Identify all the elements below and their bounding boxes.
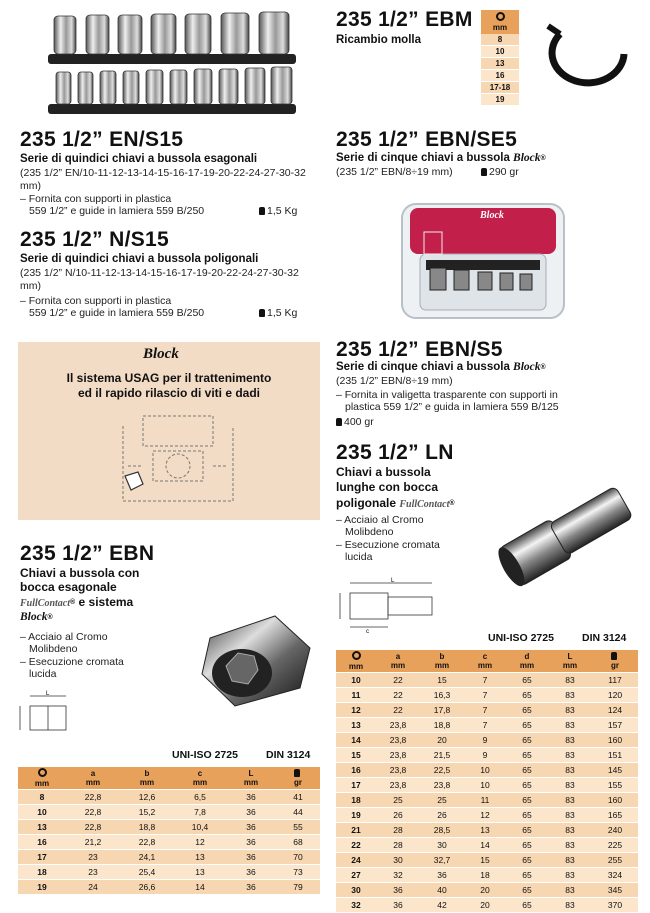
table-cell: 324 [592,868,638,883]
table-cell: 7,8 [174,805,226,820]
ebn-block-brand-text: Block [20,611,48,623]
table-cell: 28 [376,823,420,838]
block-line1: Il sistema USAG per il trattenimento [66,371,272,385]
table-cell: 157 [592,718,638,733]
ebm-size-cell: 10 [481,46,519,58]
table-cell: 23,8 [376,778,420,793]
table-cell: 16 [336,763,376,778]
table-cell: 10 [464,763,506,778]
table-cell: 23,8 [376,733,420,748]
table-row [18,820,320,835]
table-cell: 13 [174,865,226,880]
table-cell: 83 [548,673,592,688]
ebn-dimension-drawing [18,688,78,743]
table-cell: 20 [420,733,464,748]
table-cell: 21,2 [66,835,120,850]
table-cell: 32,7 [420,853,464,868]
table-cell: 36 [376,898,420,913]
table-cell: 28 [376,838,420,853]
table-header-row [336,650,638,673]
table-cell: 151 [592,748,638,763]
table-cell: 20 [464,883,506,898]
ebn-block-brand: Block® [20,611,53,623]
table-cell: 65 [506,718,548,733]
table-cell: 83 [548,778,592,793]
block-mechanism-drawing [113,406,243,518]
table-cell: 23 [66,865,120,880]
col-l: L mm [548,650,592,673]
ebn-se5-subtitle-text: Serie di cinque chiavi a bussola [336,152,510,164]
ebn-s5-codes: (235 1/2” EBN/8÷19 mm) [336,375,453,387]
ebn-se5-codes: (235 1/2” EBN/8÷19 mm) [336,166,453,178]
table-cell: 13 [464,823,506,838]
ebn-title: 235 1/2” EBN [20,542,155,565]
table-cell: 83 [548,748,592,763]
ebn-feature2b: lucida [29,668,57,680]
table-header-row [18,767,320,790]
table-cell: 19 [18,880,66,895]
weight-icon [336,418,342,426]
table-cell: 26 [420,808,464,823]
table-cell: 25 [376,793,420,808]
table-cell: 65 [506,823,548,838]
table-cell: 117 [592,673,638,688]
table-cell: 8 [18,790,66,805]
ln-spec-table [336,650,638,913]
svg-text:L: L [391,578,395,584]
table-cell: 65 [506,808,548,823]
table-cell: 18 [18,865,66,880]
table-cell: 370 [592,898,638,913]
table-cell: 16,3 [420,688,464,703]
table-cell: 18 [336,793,376,808]
weight-icon [259,207,265,215]
table-cell: 65 [506,688,548,703]
table-row [336,718,638,733]
table-row [18,790,320,805]
table-cell: 30 [376,853,420,868]
table-cell: 12 [174,835,226,850]
block-brand: Block [143,346,179,362]
table-cell: 345 [592,883,638,898]
table-cell: 15 [420,673,464,688]
ebn-s5-subtitle: Serie di cinque chiavi a bussola Block® [336,361,546,373]
table-cell: 23,8 [376,763,420,778]
table-cell: 160 [592,733,638,748]
ln-feature1b: Molibdeno [345,526,394,538]
table-row [336,748,638,763]
en-s15-weight-value: 1,5 Kg [267,205,298,217]
table-cell: 83 [548,718,592,733]
table-cell: 24,1 [120,850,174,865]
ebn-s5-note1: – Fornita in valigetta trasparente con supporti in [336,389,558,401]
table-cell: 7 [464,673,506,688]
table-cell: 83 [548,853,592,868]
ebm-size-cell: 8 [481,34,519,46]
table-cell: 65 [506,898,548,913]
table-cell: 9 [464,748,506,763]
ebn-se5-weight-value: 290 gr [489,166,519,178]
table-row [336,763,638,778]
table-row [336,733,638,748]
table-row [336,808,638,823]
table-cell: 23,8 [376,718,420,733]
en-s15-title: 235 1/2” EN/S15 [20,128,184,151]
table-cell: 83 [548,898,592,913]
ln-standard-din: DIN 3124 [582,632,627,644]
table-cell: 13 [174,850,226,865]
en-s15-note1: – Fornita con supporti in plastica [20,193,172,205]
table-cell: 36 [226,865,276,880]
table-cell: 24 [66,880,120,895]
table-cell: 26 [376,808,420,823]
table-cell: 13 [18,820,66,835]
table-cell: 7 [464,703,506,718]
n-s15-note1: – Fornita con supporti in plastica [20,295,172,307]
table-cell: 145 [592,763,638,778]
table-row [336,883,638,898]
table-row [336,778,638,793]
table-row [336,853,638,868]
col-d: d mm [506,650,548,673]
col-b: b mm [120,767,174,790]
table-cell: 15 [464,853,506,868]
col-b: b mm [420,650,464,673]
ebm-size-table [481,10,519,106]
table-cell: 124 [592,703,638,718]
ebn-se5-subtitle: Serie di cinque chiavi a bussola Block® [336,152,546,164]
table-cell: 36 [226,805,276,820]
col-size: mm [18,767,66,790]
ebn-s5-subtitle-text: Serie di cinque chiavi a bussola [336,361,510,373]
ebm-size-cell: 13 [481,58,519,70]
table-cell: 12 [464,808,506,823]
table-cell: 36 [226,880,276,895]
ln-feature2: – Esecuzione cromata [336,539,440,551]
table-cell: 32 [376,868,420,883]
table-cell: 65 [506,838,548,853]
table-cell: 10 [18,805,66,820]
table-row [18,865,320,880]
table-row [18,850,320,865]
ln-line3: poligonale FullContact® [336,496,455,510]
table-cell: 36 [420,868,464,883]
table-cell: 22 [376,688,420,703]
table-cell: 21 [336,823,376,838]
table-cell: 30 [420,838,464,853]
ebn-feature1: – Acciaio al Cromo [20,631,108,643]
ln-line2: lunghe con bocca [336,480,439,494]
table-cell: 9 [464,733,506,748]
en-s15-codes: (235 1/2” EN/10-11-12-13-14-15-16-17-19-20-22-24-27-30-32 mm) [20,167,306,192]
table-cell: 14 [174,880,226,895]
ebn-s5-note2: plastica 559 1/2” e guida in lamiera 559 B/125 [345,401,559,413]
table-cell: 26,6 [120,880,174,895]
table-cell: 83 [548,838,592,853]
table-cell: 65 [506,703,548,718]
table-cell: 23,8 [420,778,464,793]
n-s15-weight [259,307,297,320]
table-cell: 22 [336,838,376,853]
ebm-header: mm [481,10,519,34]
ebn-feature1b: Molibdeno [29,643,78,655]
table-cell: 22,5 [420,763,464,778]
table-cell: 83 [548,688,592,703]
ebm-size-cell: 17-18 [481,82,519,94]
ebm-size-cell: 16 [481,70,519,82]
table-cell: 41 [276,790,320,805]
table-cell: 20 [464,898,506,913]
table-cell: 13 [336,718,376,733]
table-cell: 36 [226,835,276,850]
table-row [18,835,320,850]
weight-icon [259,309,265,317]
ebn-standard-iso: UNI-ISO 2725 [172,749,238,761]
col-weight: gr [276,767,320,790]
table-cell: 24 [336,853,376,868]
ln-line3-text: poligonale [336,496,396,510]
table-cell: 160 [592,793,638,808]
block-info-box [18,342,320,520]
table-cell: 19 [336,808,376,823]
table-cell: 165 [592,808,638,823]
table-cell: 28,5 [420,823,464,838]
table-cell: 73 [276,865,320,880]
col-l: L mm [226,767,276,790]
ln-standard-iso: UNI-ISO 2725 [488,632,554,644]
table-cell: 12,6 [120,790,174,805]
table-cell: 14 [464,838,506,853]
en-s15-subtitle: Serie di quindici chiavi a bussola esagonali [20,153,258,165]
table-cell: 25,4 [120,865,174,880]
table-cell: 40 [420,883,464,898]
spring-ring-photo [540,22,632,98]
table-cell: 15 [336,748,376,763]
table-cell: 10 [464,778,506,793]
fullcontact-logo: FullContact [20,598,71,609]
table-cell: 22 [376,703,420,718]
ebn-s5-title: 235 1/2” EBN/S5 [336,338,503,361]
table-cell: 22 [376,673,420,688]
table-cell: 18,8 [120,820,174,835]
table-cell: 42 [420,898,464,913]
table-cell: 22,8 [66,790,120,805]
table-row [336,898,638,913]
blister-case-photo [398,196,568,322]
table-cell: 17 [336,778,376,793]
table-cell: 23,8 [376,748,420,763]
table-cell: 240 [592,823,638,838]
table-cell: 44 [276,805,320,820]
table-cell: 36 [226,850,276,865]
table-row [336,793,638,808]
table-cell: 11 [336,688,376,703]
ebn-line2: bocca esagonale [20,580,117,594]
table-cell: 65 [506,853,548,868]
table-cell: 36 [226,820,276,835]
block-line2: ed il rapido rilascio di viti e dadi [77,386,261,400]
table-cell: 225 [592,838,638,853]
svg-text:c: c [366,629,369,633]
en-s15-note2: 559 1/2” e guide in lamiera 559 B/250 [29,205,205,217]
table-row [18,880,320,895]
table-cell: 22,8 [66,820,120,835]
table-cell: 65 [506,673,548,688]
table-row [336,703,638,718]
table-cell: 25 [420,793,464,808]
table-cell: 15,2 [120,805,174,820]
ebn-feature2: – Esecuzione cromata [20,656,124,668]
ebn-se5-weight [481,166,519,179]
ln-feature1: – Acciaio al Cromo [336,514,424,526]
table-row [336,823,638,838]
n-s15-subtitle: Serie di quindici chiavi a bussola poligonali [20,253,259,265]
table-cell: 83 [548,808,592,823]
table-cell: 23 [66,850,120,865]
table-cell: 14 [336,733,376,748]
table-cell: 30 [336,883,376,898]
table-row [336,868,638,883]
table-cell: 10 [336,673,376,688]
table-cell: 7 [464,718,506,733]
table-cell: 79 [276,880,320,895]
table-row [336,838,638,853]
table-cell: 10,4 [174,820,226,835]
table-cell: 22,8 [66,805,120,820]
table-cell: 255 [592,853,638,868]
table-cell: 83 [548,763,592,778]
table-row [18,805,320,820]
table-cell: 65 [506,763,548,778]
ebn-socket-photo [190,608,320,708]
table-cell: 6,5 [174,790,226,805]
ebn-spec-table [18,767,320,895]
table-cell: 120 [592,688,638,703]
table-cell: 7 [464,688,506,703]
table-cell: 65 [506,868,548,883]
table-row [336,673,638,688]
ebn-line3: FullContact® e sistema [20,595,134,609]
weight-icon [481,168,487,176]
table-cell: 17 [18,850,66,865]
table-cell: 83 [548,703,592,718]
table-cell: 70 [276,850,320,865]
ebn-se5-brand: Block [513,152,541,164]
table-cell: 65 [506,793,548,808]
table-cell: 18 [464,868,506,883]
table-cell: 155 [592,778,638,793]
n-s15-title: 235 1/2” N/S15 [20,228,169,251]
ebn-standard-din: DIN 3124 [266,749,311,761]
ebm-size-cell: 19 [481,94,519,106]
table-cell: 12 [336,703,376,718]
table-cell: 22,8 [120,835,174,850]
ebn-se5-title: 235 1/2” EBN/SE5 [336,128,518,151]
table-cell: 32 [336,898,376,913]
table-cell: 55 [276,820,320,835]
table-cell: 83 [548,823,592,838]
ebn-line1: Chiavi a bussola con [20,566,140,580]
table-cell: 36 [376,883,420,898]
ebm-title: 235 1/2” EBM [336,8,473,31]
col-a: a mm [376,650,420,673]
col-c: c mm [464,650,506,673]
table-cell: 17,8 [420,703,464,718]
en-s15-weight [259,205,297,218]
table-cell: 65 [506,883,548,898]
svg-text:L: L [46,691,50,697]
table-cell: 36 [226,790,276,805]
ebn-s5-weight [336,416,374,429]
col-c: c mm [174,767,226,790]
table-cell: 27 [336,868,376,883]
ebn-s5-weight-value: 400 gr [344,416,374,428]
n-s15-note2: 559 1/2” e guide in lamiera 559 B/250 [29,307,205,319]
ln-fullcontact-logo: FullContact [399,499,450,510]
ln-line1: Chiavi a bussola [336,465,431,479]
table-cell: 83 [548,793,592,808]
blister-block-label: Block [480,210,504,221]
socket-set-photo [40,10,302,118]
n-s15-codes: (235 1/2” N/10-11-12-13-14-15-16-17-19-20-22-24-27-30-32 mm) [20,267,299,292]
table-cell: 65 [506,778,548,793]
ln-socket-photo [488,470,638,588]
table-row [336,688,638,703]
ebn-line3-text: e sistema [78,595,134,609]
table-cell: 11 [464,793,506,808]
ln-dimension-drawing [336,575,448,633]
ebm-subtitle: Ricambio molla [336,34,421,46]
table-cell: 21,5 [420,748,464,763]
col-weight: gr [592,650,638,673]
table-cell: 16 [18,835,66,850]
table-cell: 83 [548,868,592,883]
table-cell: 65 [506,748,548,763]
table-cell: 65 [506,733,548,748]
table-cell: 18,8 [420,718,464,733]
table-cell: 83 [548,733,592,748]
table-cell: 83 [548,883,592,898]
table-cell: 68 [276,835,320,850]
ln-title: 235 1/2” LN [336,441,454,464]
col-size: mm [336,650,376,673]
ebn-s5-brand: Block [513,361,541,373]
n-s15-weight-value: 1,5 Kg [267,307,298,319]
col-a: a mm [66,767,120,790]
ln-feature2b: lucida [345,551,373,563]
